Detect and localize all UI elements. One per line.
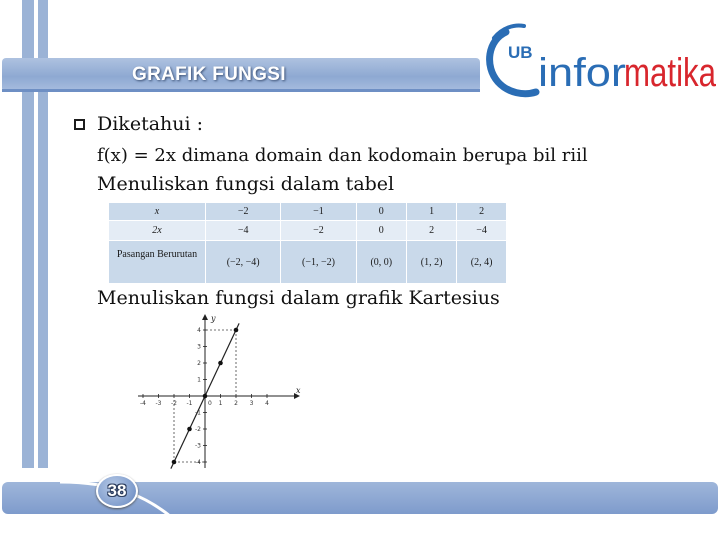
slide-title: GRAFIK FUNGSI [132, 64, 286, 85]
cartesian-graph [134, 312, 304, 472]
table-cell: (0, 0) [356, 241, 406, 284]
data-point [172, 460, 177, 465]
table-cell: −2 [281, 221, 356, 241]
row-label: x [109, 203, 206, 221]
table-cell: 0 [356, 203, 406, 221]
row-label [109, 241, 206, 284]
logo-wordmark-part2: matika [624, 51, 717, 95]
x-tick-label: -1 [186, 400, 193, 407]
x-tick-label: 4 [265, 400, 269, 407]
x-axis-label: x [296, 386, 301, 395]
origin-label: 0 [208, 400, 212, 407]
y-tick-label: 2 [197, 360, 201, 367]
table-cell: −2 [206, 203, 281, 221]
y-axis-arrow-icon [202, 314, 208, 320]
y-tick-label: -1 [195, 409, 201, 417]
bullet-checkbox-icon [74, 119, 85, 130]
x-tick-label: -3 [155, 400, 162, 407]
table-cell: −1 [281, 203, 356, 221]
table-cell: 2 [406, 221, 456, 241]
table-cell: −4 [206, 221, 281, 241]
x-tick-label: -4 [140, 400, 146, 407]
y-tick-label: -4 [195, 459, 201, 466]
given-label: Diketahui : [97, 113, 204, 135]
pairs-label: Pasangan Berurutan [116, 249, 198, 260]
table-cell: (1, 2) [406, 241, 456, 284]
y-tick-label: 4 [197, 327, 201, 334]
row-label: 2x [109, 221, 206, 241]
table-cell: (−2, −4) [206, 241, 281, 284]
table-row-2x [109, 221, 507, 241]
function-definition: f(x) = 2x dimana domain dan kodomain berupa bil riil [97, 145, 588, 166]
page-number-badge: 38 [96, 474, 138, 508]
data-point [234, 328, 239, 333]
table-cell: (−1, −2) [281, 241, 356, 284]
graph-intro-text: Menuliskan fungsi dalam grafik Kartesius [97, 287, 500, 309]
table-intro-text: Menuliskan fungsi dalam tabel [97, 173, 395, 195]
table-cell: 2 [457, 203, 506, 221]
x-tick-label: 1 [218, 400, 223, 407]
data-point [218, 361, 223, 366]
table-cell: 0 [356, 221, 406, 241]
table-cell: −4 [457, 221, 506, 241]
y-tick-label: -2 [195, 426, 201, 433]
function-table [108, 203, 506, 283]
informatika-logo [480, 14, 718, 110]
x-tick-label: -2 [171, 400, 177, 407]
data-point [203, 394, 208, 399]
table-row-x [109, 203, 507, 221]
x-tick-label: 2 [234, 400, 238, 407]
y-tick-label: 3 [197, 343, 201, 351]
y-tick-label: 1 [197, 376, 201, 384]
data-point [187, 427, 192, 432]
logo-wordmark-part1: infor [538, 51, 626, 95]
table-cell: 1 [406, 203, 456, 221]
table-cell: (2, 4) [457, 241, 506, 284]
table-row-pairs [109, 241, 507, 284]
logo-badge-text: UB [508, 43, 533, 62]
x-tick-label: 3 [249, 400, 254, 407]
y-axis-label: y [211, 314, 216, 323]
y-tick-label: -3 [195, 442, 201, 450]
